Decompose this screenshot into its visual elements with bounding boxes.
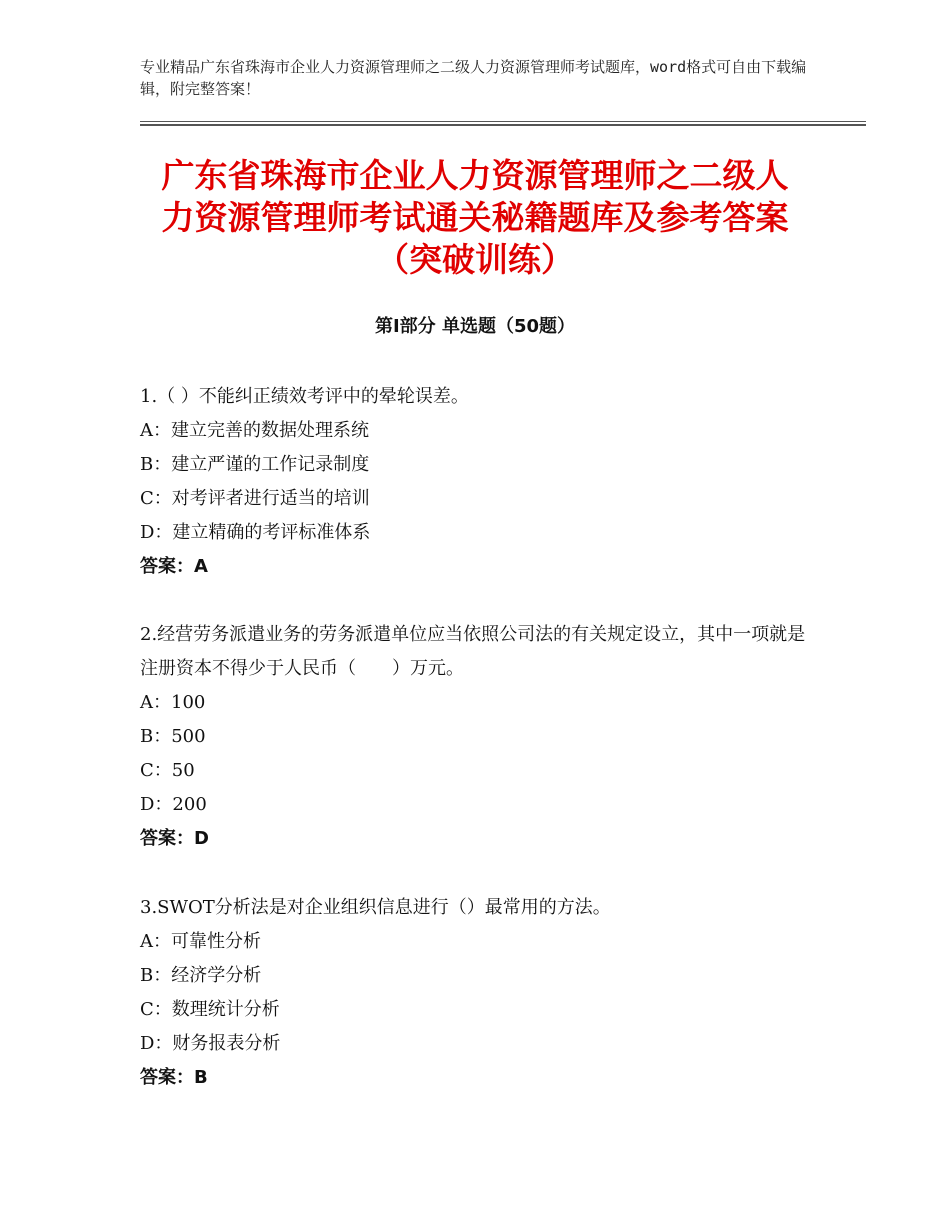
option-c: C：数理统计分析 bbox=[140, 999, 280, 1020]
option-c: C：对考评者进行适当的培训 bbox=[140, 488, 370, 509]
question-2 bbox=[140, 618, 820, 856]
option-d: D：200 bbox=[140, 794, 207, 815]
question-1 bbox=[140, 380, 820, 584]
document-title-line-1: 广东省珠海市企业人力资源管理师之二级人 bbox=[161, 156, 789, 195]
question-stem: 3.SWOT分析法是对企业组织信息进行（）最常用的方法。 bbox=[140, 897, 611, 918]
question-stem: 1.（ ）不能纠正绩效考评中的晕轮误差。 bbox=[140, 386, 469, 407]
option-c: C：50 bbox=[140, 760, 195, 781]
option-a: A：可靠性分析 bbox=[140, 931, 261, 952]
question-3 bbox=[140, 891, 820, 1095]
answer-text: 答案：B bbox=[140, 1067, 208, 1088]
question-stem: 2.经营劳务派遣业务的劳务派遣单位应当依照公司法的有关规定设立，其中一项就是注册资本不得少于人民币（ ）万元。 bbox=[140, 624, 806, 679]
document-title bbox=[100, 155, 850, 281]
option-b: B：建立严谨的工作记录制度 bbox=[140, 454, 370, 475]
section-heading: 第Ⅰ部分 单选题（50题） bbox=[374, 316, 575, 337]
document-title-line-2: 力资源管理师考试通关秘籍题库及参考答案 bbox=[161, 198, 789, 237]
option-b: B：经济学分析 bbox=[140, 965, 262, 986]
answer-text: 答案：D bbox=[140, 828, 209, 849]
header-note: 专业精品广东省珠海市企业人力资源管理师之二级人力资源管理师考试题库，word格式可自由下载编辑，附完整答案！ bbox=[140, 58, 807, 98]
option-b: B：500 bbox=[140, 726, 206, 747]
option-d: D：财务报表分析 bbox=[140, 1033, 281, 1054]
answer-text: 答案：A bbox=[140, 556, 208, 577]
document-title-line-3: （突破训练） bbox=[376, 240, 574, 279]
option-a: A：100 bbox=[140, 692, 206, 713]
option-d: D：建立精确的考评标准体系 bbox=[140, 522, 371, 543]
option-a: A：建立完善的数据处理系统 bbox=[140, 420, 369, 441]
header-divider bbox=[140, 121, 866, 126]
